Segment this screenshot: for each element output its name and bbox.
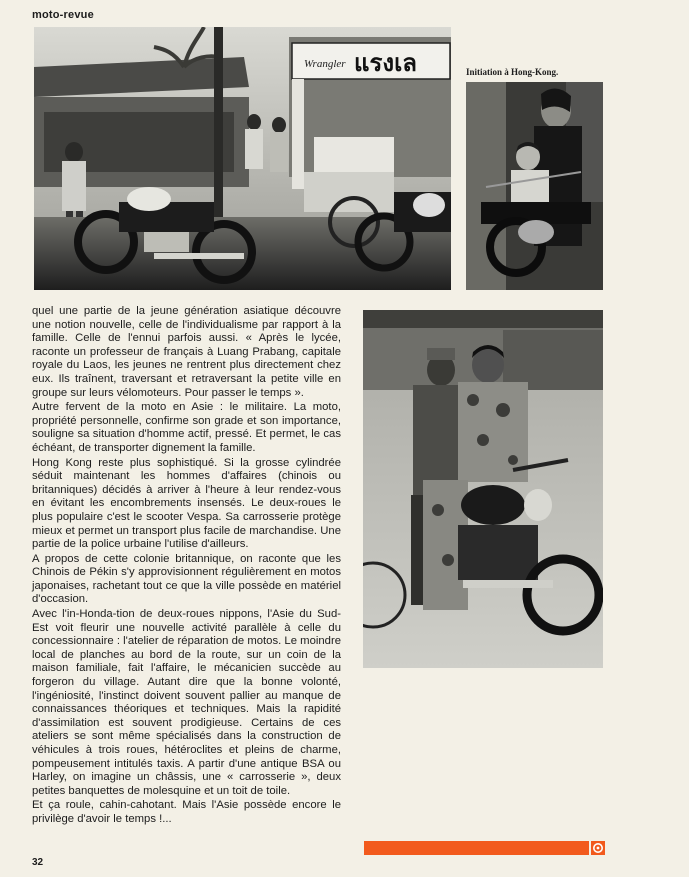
soldiers-motorcycle-photo xyxy=(363,310,603,668)
hong-kong-photo xyxy=(466,82,603,290)
footer-accent-bar xyxy=(364,841,589,855)
page-number: 32 xyxy=(32,857,44,868)
article-paragraph: A propos de cette colonie britannique, on raconte que les Chinois de Pékin s'y approvisionnent régulièrement en motos japonaises, rachetant tout ce que la ville possède en matériel d'occasion. xyxy=(32,552,341,606)
article-paragraph: Autre fervent de la moto en Asie : le militaire. La moto, propriété personnelle, confirme son grade et son importance, souligne sa situation d'homme actif, pressé. Et permet, le cas échéant, de transporter dignement la famille. xyxy=(32,401,341,454)
article-paragraph: Et ça roule, cahin-cahotant. Mais l'Asie possède encore le privilège d'avoir le temps !... xyxy=(32,799,341,825)
end-of-article-icon xyxy=(591,841,605,855)
magazine-name: moto-revue xyxy=(32,9,94,21)
article-paragraph: Avec l'in-Honda-tion de deux-roues nippons, l'Asie du Sud-Est voit fleurir une nouvelle activité parallèle à celle du concessionnaire : l'atelier de réparation de motos. Le moindre local de planches au bord de la route, sur un coin de la maison familiale, fait l'affaire, le mécanicien succède au forgeron du village. Autant dire que la bonne volonté, l'ingéniosité, l'instinct doivent souvent pallier au manque de connaissances théoriques et techniques. Mais la rapidité d'assimilation est souvent prodigieuse. Certains de ces ateliers se sont même spécialisés dans la construction de véhicules à trois roues, hétéroclites et pleins de charme, pompeusement intitulés taxis. A partir d'une antique BSA ou Harley, on imagine un châssis, une « carrosserie », deux petites banquettes de molesquine et un toit de toile. xyxy=(32,608,341,797)
article-body xyxy=(32,305,341,828)
sign-thai-text: แรงเล xyxy=(354,49,417,77)
article-paragraph: quel une partie de la jeune génération asiatique découvre une notion nouvelle, celle de l'individualisme par rapport à la famille. Celle de l'ennui parfois aussi. « Après le lycée, raconte un professeur de français à Luang Prabang, capitale royale du Laos, les jeunes ne rentrent plus directement chez eux. Ils traînent, traversant et retraversant la petite ville en groupe sur leurs vélomoteurs. Pour passer le temps ». xyxy=(32,305,341,399)
sign-brand-text: Wrangler xyxy=(304,58,346,70)
article-paragraph: Hong Kong reste plus sophistiqué. Si la grosse cylindrée séduit maintenant les hommes d'affaires (chinois ou britanniques) décidés à arriver à l'heure à leur rendez-vous en évitant les encombrements insensés. Le deux-roues le plus populaire c'est le scooter Vespa. Sa carrosserie protège mieux et permet un transport plus facile de marchandise. Une partie de la police urbaine l'utilise d'ailleurs. xyxy=(32,456,341,551)
hong-kong-caption: Initiation à Hong-Kong. xyxy=(466,67,559,77)
street-scene-photo xyxy=(34,27,451,290)
